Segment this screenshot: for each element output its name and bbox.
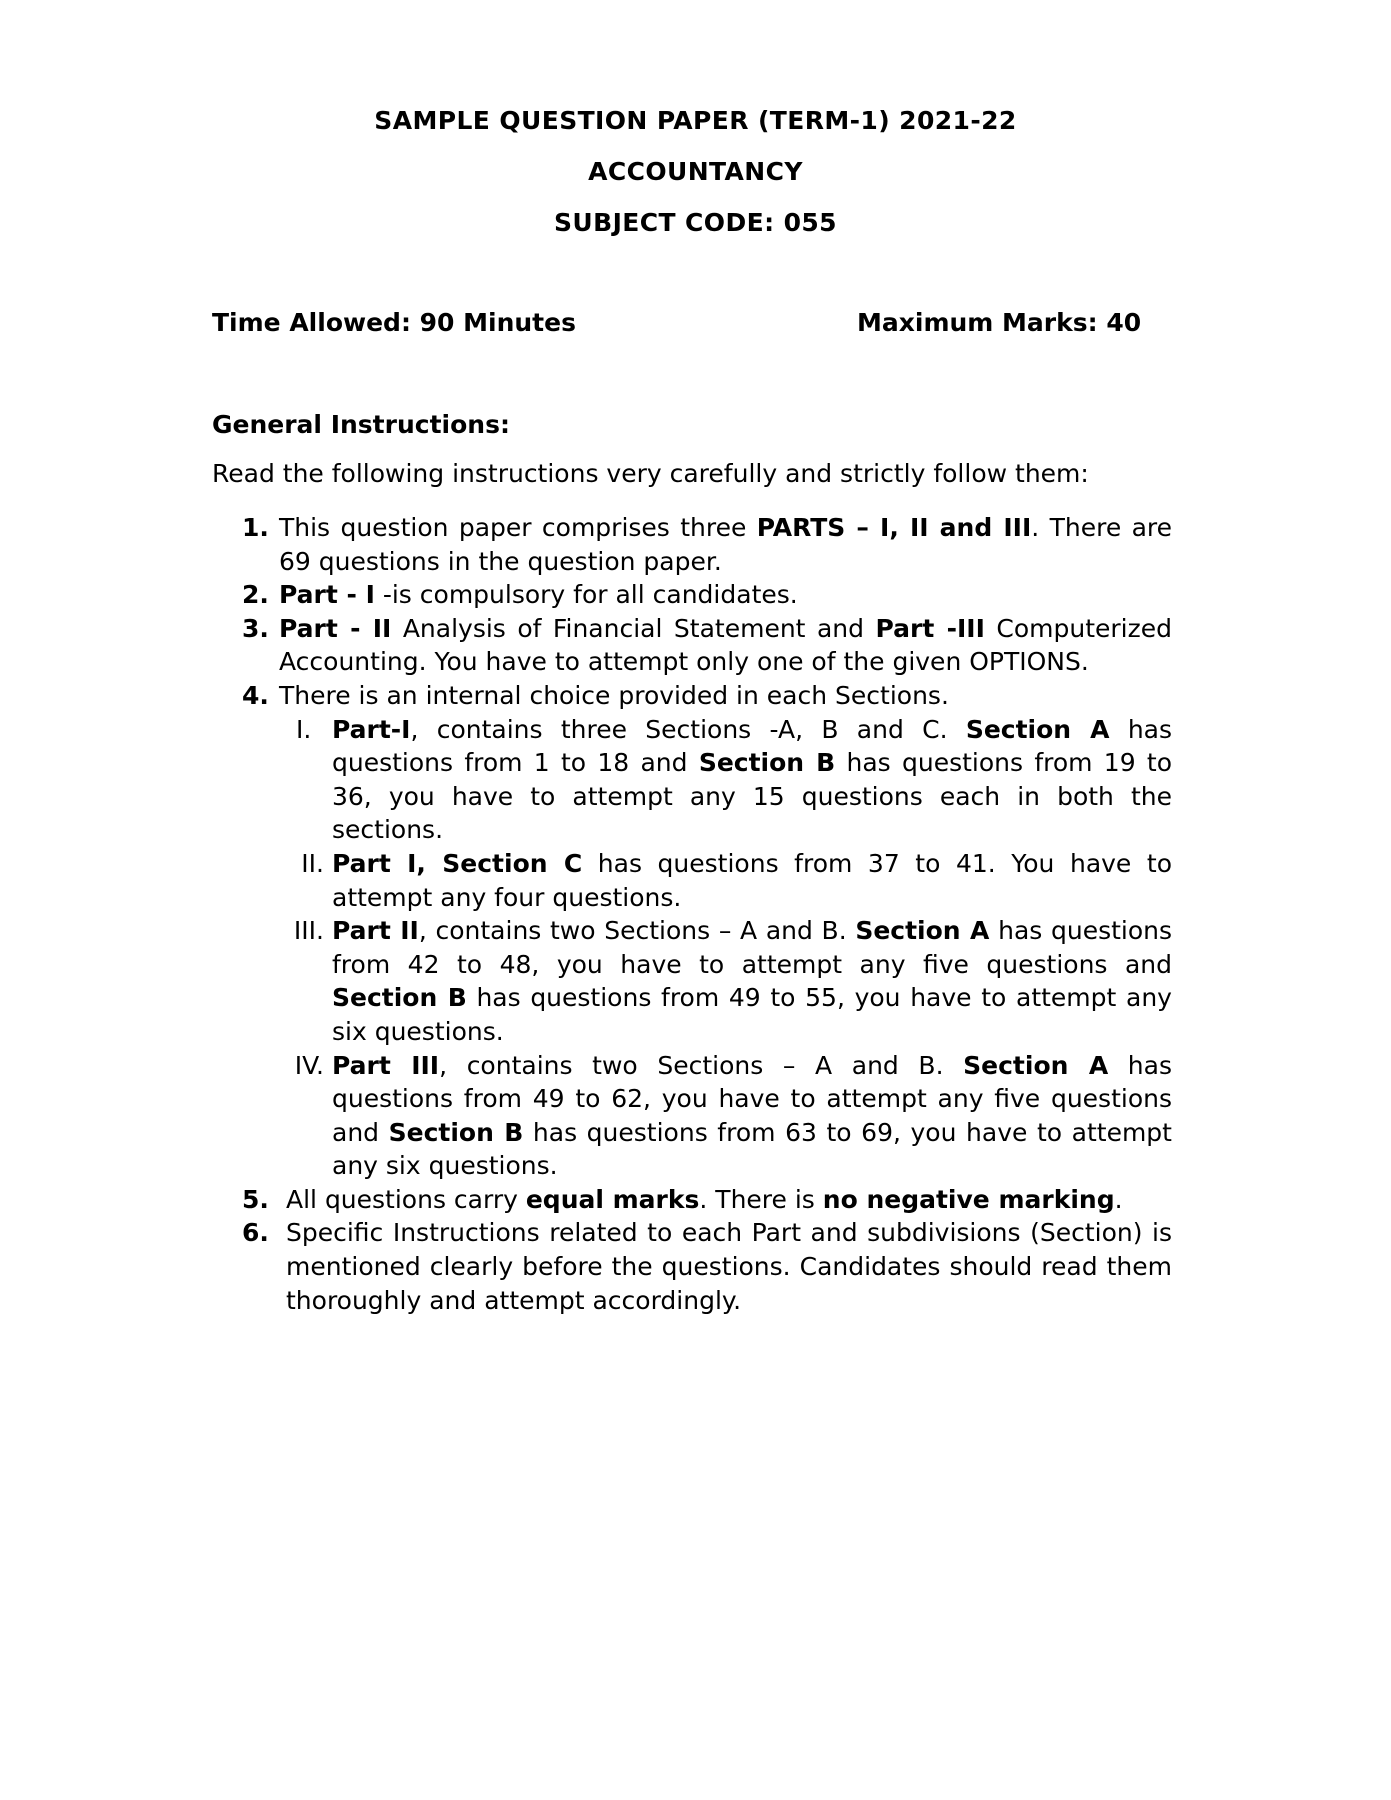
item-text: Specific Instructions related to each Part and subdivisions (Section) is mentioned clearly before the questions. Candidates should read them thoroughly and attempt accordingly. [286,1218,1172,1315]
roman-number: III. [293,916,324,946]
item-text: has questions from 63 to 69, you have to attempt any six questions. [332,1117,1172,1181]
item-text: has questions from 49 to 55, you have to attempt any six questions. [332,983,1172,1046]
item-bold-text: Part II [332,916,419,946]
item-bold-text: equal marks [525,1184,700,1214]
item-text: There is an internal choice provided in each Sections. [279,680,949,710]
item-bold-text: Section B [698,748,836,778]
item-text: All questions carry [286,1184,526,1214]
sub-instruction-3 [212,914,1172,1048]
item-number: 2. [242,580,269,610]
item-number: 1. [242,513,269,542]
subject-code: SUBJECT CODE: 055 [554,208,837,237]
item-text: . There is [699,1184,823,1214]
subject-title: ACCOUNTANCY [588,157,803,186]
item-text: has questions from 42 to 48, you have to attempt any five questions and [332,916,1173,979]
item-bold-text: Section A [855,916,990,946]
item-number: 6. [242,1218,269,1248]
item-bold-text: Part III [332,1050,440,1080]
item-number: 4. [242,680,269,710]
instruction-item-6 [212,1216,1172,1317]
roman-number: IV. [294,1050,324,1080]
general-instructions-heading: General Instructions: [212,410,510,439]
item-text: has questions from 1 to 18 and [332,714,1173,778]
item-number: 3. [242,613,269,643]
sub-instruction-1 [212,713,1172,847]
instructions-list [212,511,1172,1317]
item-text: Computerized Accounting. You have to attempt only one of the given OPTIONS. [279,613,1172,677]
item-bold-text: Part I, Section C [332,848,583,878]
item-text: , contains three Sections -A, B and C. [410,714,966,744]
instructions-intro: Read the following instructions very carefully and strictly follow them: [212,459,1089,488]
item-bold-text: no negative marking [822,1184,1115,1214]
instruction-item-5 [212,1183,1172,1217]
item-text: , contains two Sections – A and B. [439,1050,964,1080]
sub-instruction-2 [212,847,1172,914]
item-text: This question paper comprises three [279,513,757,542]
maximum-marks: Maximum Marks: 40 [857,308,1142,337]
item-text: . [1114,1184,1123,1214]
item-bold-text: Section B [332,983,467,1013]
item-bold-text: Part - II [279,613,392,643]
time-allowed: Time Allowed: 90 Minutes [212,308,576,337]
sub-instruction-4 [212,1049,1172,1183]
item-text: , contains two Sections – A and B. [418,916,856,946]
item-number: 5. [242,1184,269,1214]
item-bold-text: Part - I [279,580,375,610]
item-bold-text: Section B [388,1117,524,1147]
item-text: Analysis of Financial Statement and [391,613,876,643]
instruction-item-4 [212,679,1172,1183]
instruction-item-1 [212,511,1172,578]
instruction-item-2 [212,578,1172,612]
roman-number: I. [296,714,312,744]
instruction-item-3 [212,612,1172,679]
item-bold-text: Part-I [332,714,411,744]
item-bold-text: Section A [963,1050,1109,1080]
item-text: has questions from 49 to 62, you have to attempt any five questions and [332,1050,1172,1147]
item-text: . There are 69 questions in the question paper. [279,513,1172,576]
item-bold-text: Section A [965,714,1110,744]
item-text: -is compulsory for all candidates. [374,580,798,610]
item-bold-text: PARTS – I, II and III [756,513,1032,542]
item-bold-text: Part -III [875,613,985,643]
paper-title: SAMPLE QUESTION PAPER (TERM-1) 2021-22 [374,106,1017,135]
item-text: has questions from 37 to 41. You have to attempt any four questions. [332,848,1172,912]
roman-number: II. [301,848,324,878]
item-text: has questions from 19 to 36, you have to attempt any 15 questions each in both the sections. [332,748,1172,845]
